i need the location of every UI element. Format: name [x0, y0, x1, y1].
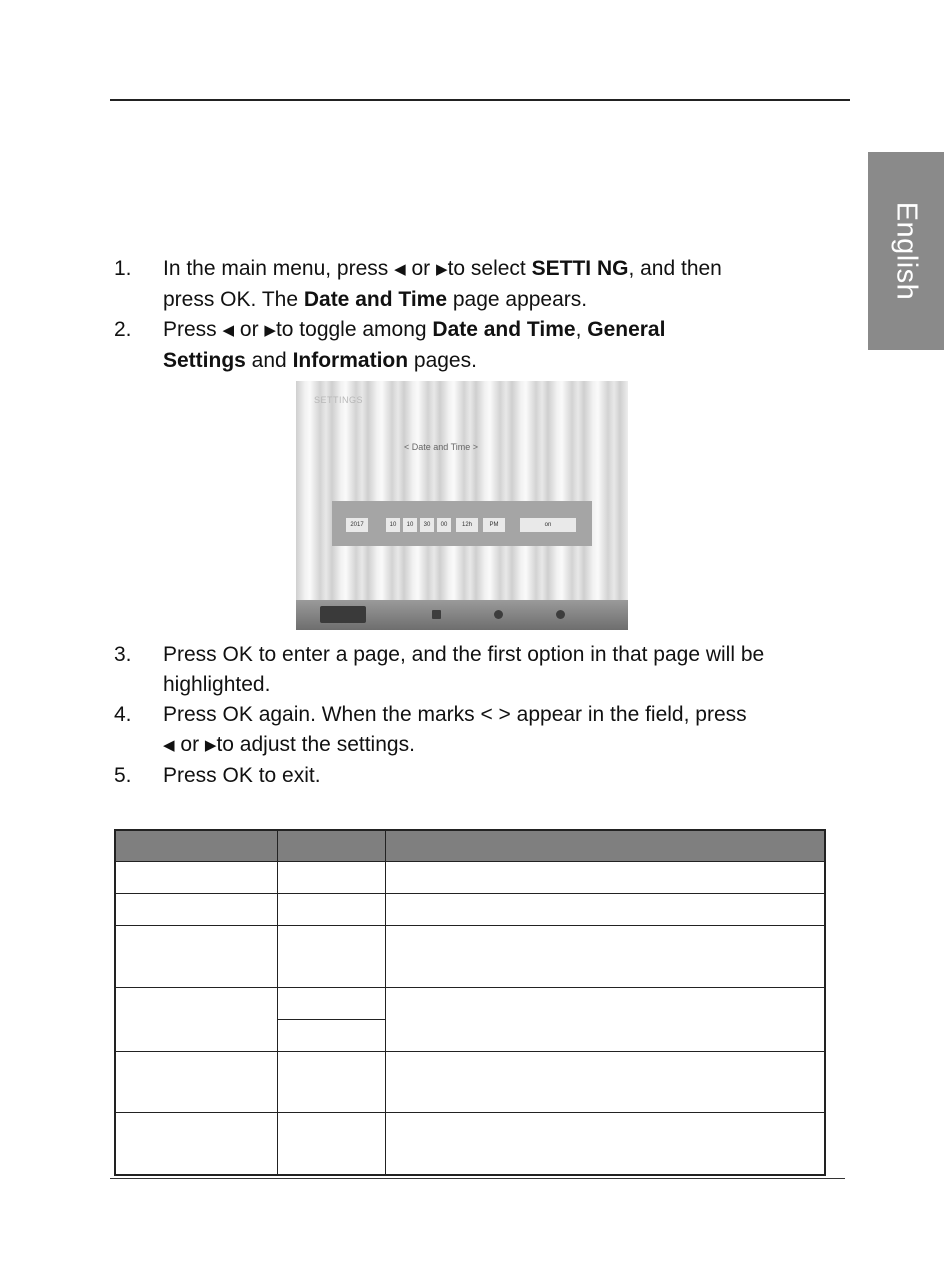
steps-list-part1: [114, 254, 844, 376]
field-day: 10: [403, 518, 417, 532]
triangle-right-icon: ▶: [436, 261, 448, 278]
table-cell: [114, 1112, 278, 1176]
table-cell: [114, 925, 278, 988]
table-cell: [277, 1019, 386, 1052]
step-item: 3. Press OK to enter a page, and the first option in that page will be highlighted.: [114, 640, 844, 700]
triangle-right-icon: ▶: [264, 322, 276, 339]
calendar-icon: [432, 610, 441, 619]
table-cell: [277, 1051, 386, 1113]
step-item: 4. Press OK again. When the marks < > appear in the field, press ◀ or ▶to adjust the settings.: [114, 700, 844, 761]
settings-screenshot: [296, 381, 628, 630]
table-header-cell: [385, 829, 826, 862]
table-header-cell: [114, 829, 278, 862]
field-hour-format: 12h: [456, 518, 478, 532]
device-logo-icon: [320, 606, 366, 623]
table-cell: [385, 987, 826, 1052]
table-cell: [114, 987, 278, 1052]
screenshot-date-time-bar: [332, 501, 592, 546]
settings-table: [114, 829, 826, 1176]
step-number: 2.: [114, 318, 132, 341]
field-minute: 00: [437, 518, 451, 532]
table-cell: [277, 987, 386, 1020]
field-auto: on: [520, 518, 576, 532]
clock-icon: [494, 610, 503, 619]
table-cell: [277, 925, 386, 988]
bottom-rule: [110, 1178, 845, 1179]
field-year: 2017: [346, 518, 368, 532]
field-month: 10: [386, 518, 400, 532]
triangle-left-icon: ◀: [222, 322, 235, 339]
triangle-right-icon: ▶: [204, 737, 217, 754]
table-cell: [277, 1112, 386, 1176]
step-number: 1.: [114, 257, 132, 280]
step-item: 2. Press ◀ or ▶to toggle among Date and Time, General Settings and Information pages.: [114, 315, 844, 376]
table-cell: [114, 861, 278, 894]
step-item: 5. Press OK to exit.: [114, 761, 844, 791]
step-number: 5.: [114, 764, 132, 787]
field-ampm: PM: [483, 518, 505, 532]
table-cell: [385, 893, 826, 926]
steps-list-part2: [114, 640, 844, 791]
table-cell: [385, 1112, 826, 1176]
table-cell: [385, 925, 826, 988]
screenshot-page-header: < Date and Time >: [404, 442, 479, 452]
step-number: 4.: [114, 703, 132, 726]
step-number: 3.: [114, 643, 132, 666]
table-cell: [385, 1051, 826, 1113]
table-cell: [277, 893, 386, 926]
table-cell: [385, 861, 826, 894]
screenshot-bottom-bar: [296, 600, 628, 630]
table-cell: [114, 893, 278, 926]
step-item: 1. In the main menu, press ◀ or ▶to select SETTI NG, and then press OK. The Date and Time page appears.: [114, 254, 844, 315]
triangle-left-icon: ◀: [163, 737, 175, 754]
language-tab: [868, 152, 944, 350]
screenshot-fields: [346, 518, 582, 532]
table-header-cell: [277, 829, 386, 862]
table-cell: [277, 861, 386, 894]
screenshot-title: SETTINGS: [314, 395, 364, 405]
table-cell: [114, 1051, 278, 1113]
triangle-left-icon: ◀: [394, 261, 406, 278]
info-icon: [556, 610, 565, 619]
language-tab-label: English: [890, 201, 923, 301]
top-rule: [110, 99, 850, 101]
field-hour: 30: [420, 518, 434, 532]
